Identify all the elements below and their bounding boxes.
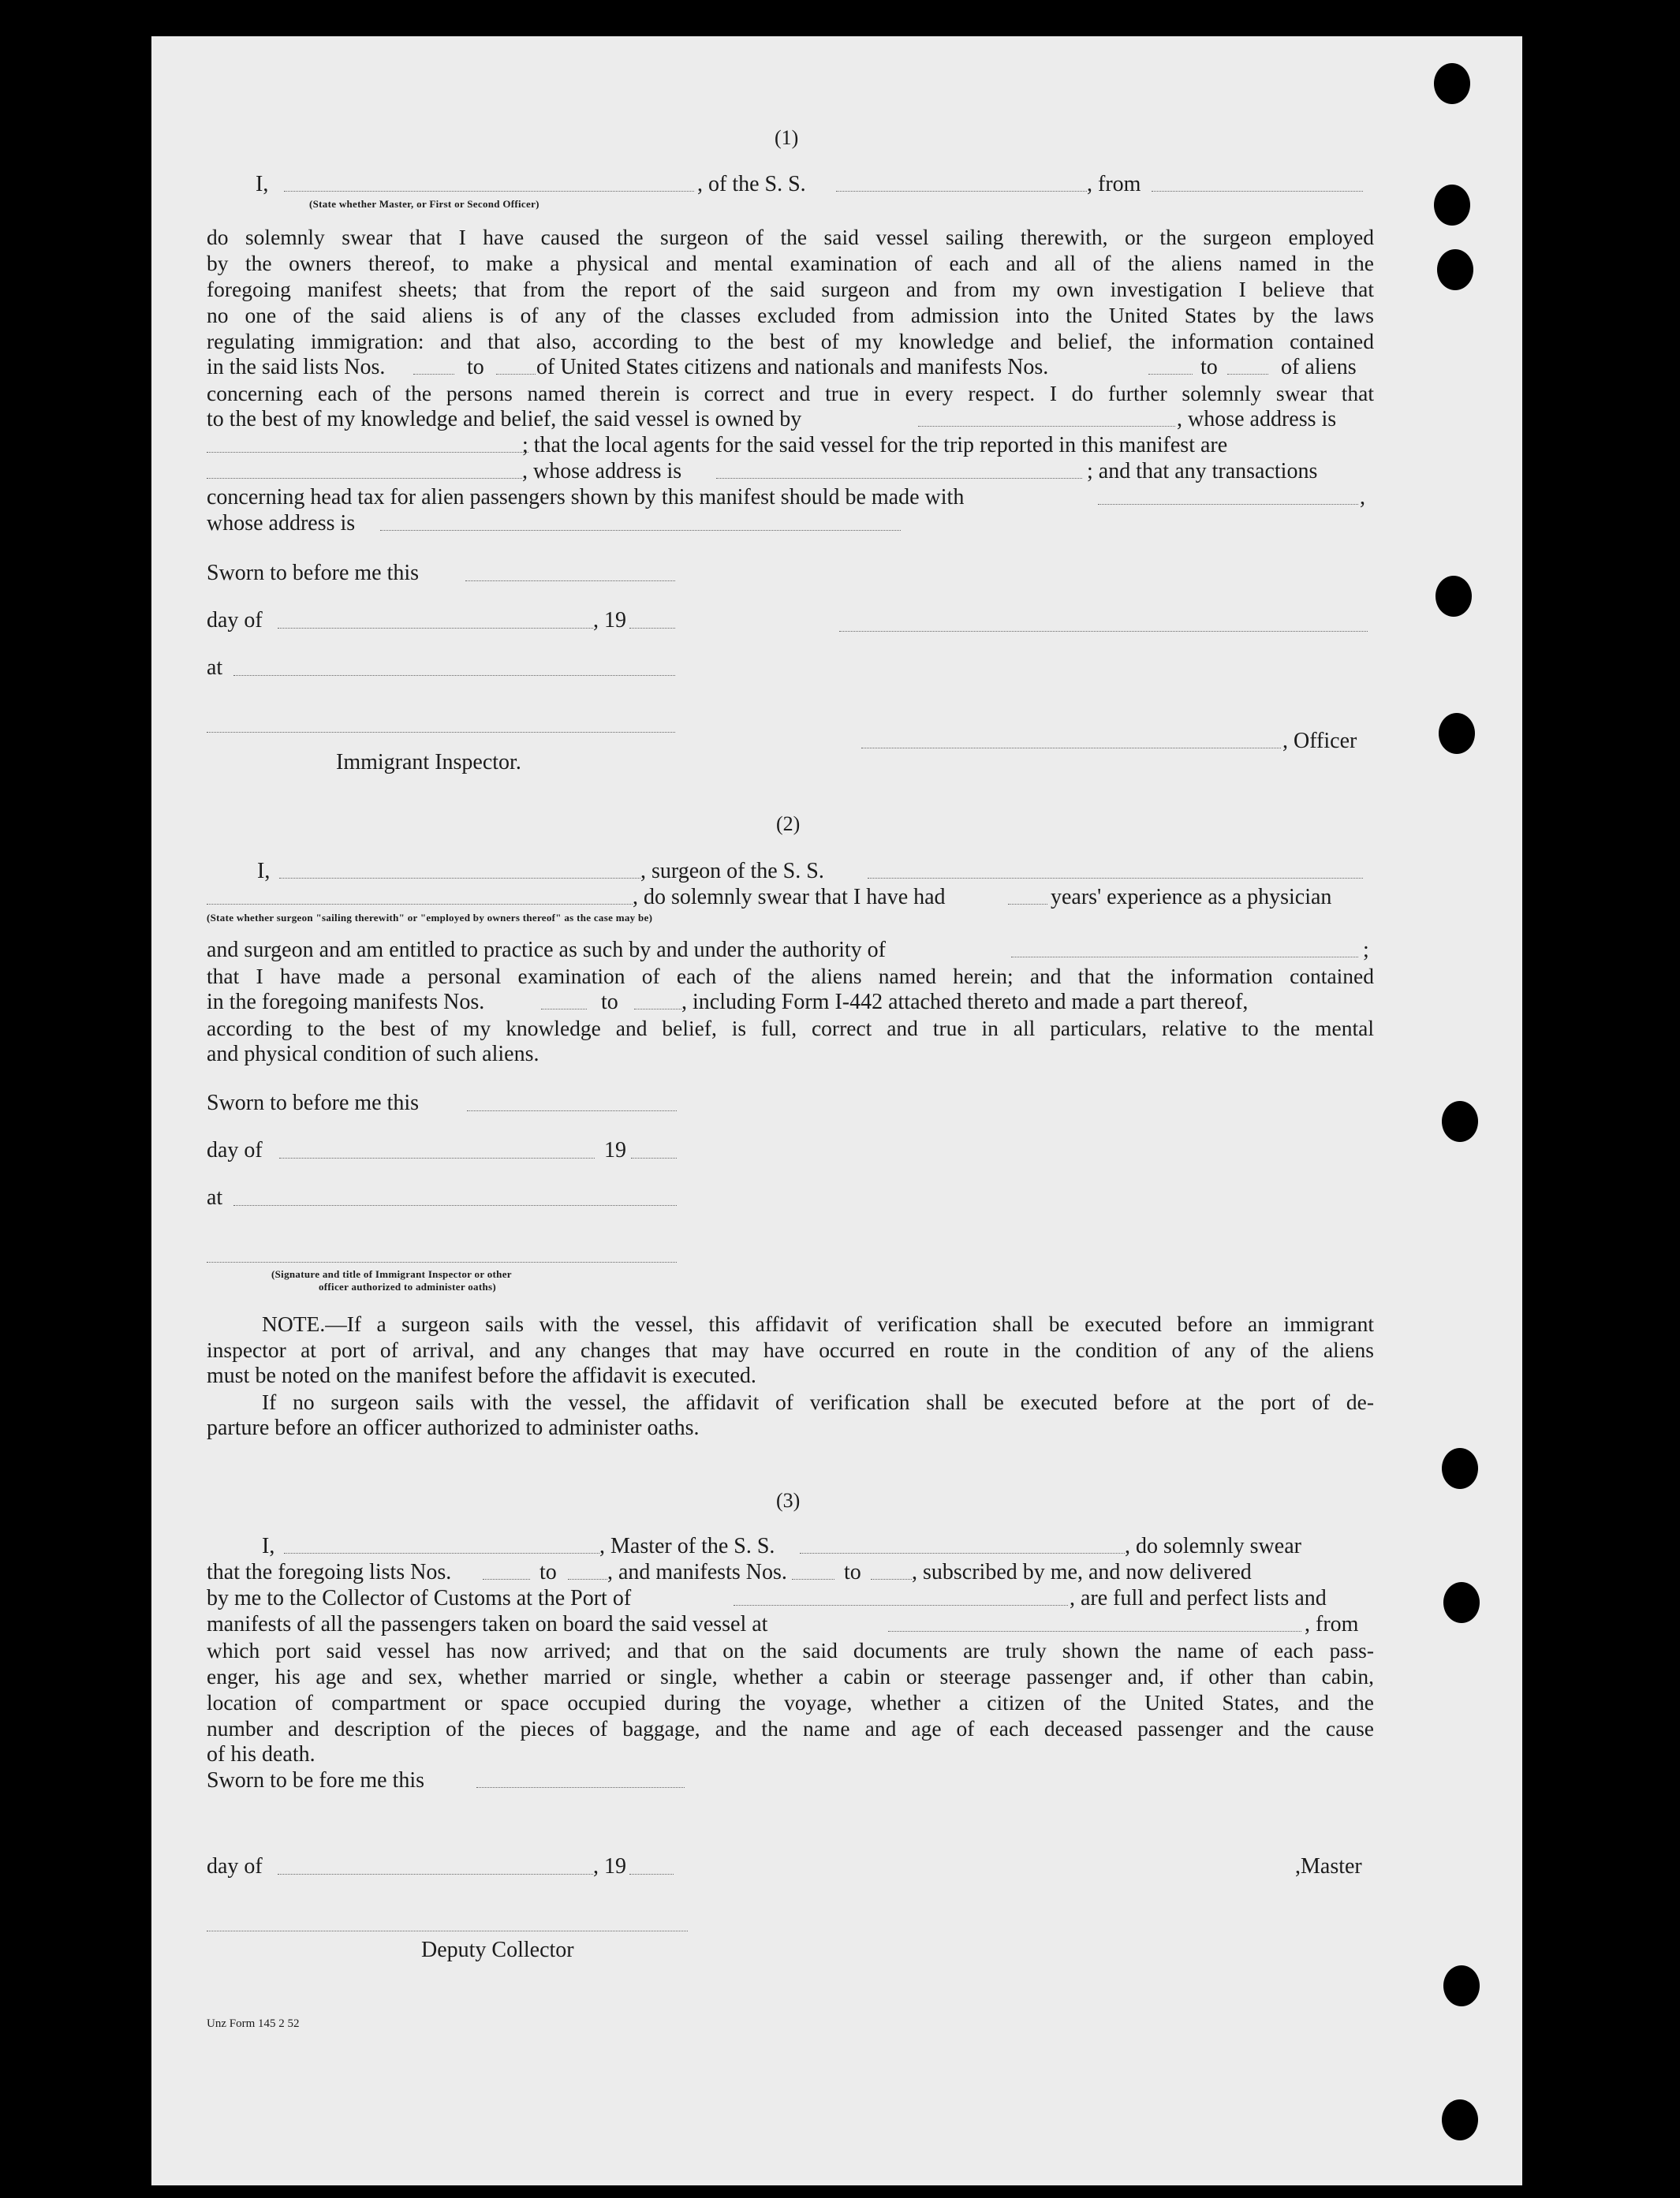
s3-master-label: , Master of the S. S. bbox=[599, 1534, 775, 1558]
s3-perfect-label: , are full and perfect lists and bbox=[1070, 1586, 1327, 1610]
s3-manifests-label: , and manifests Nos. bbox=[607, 1560, 787, 1584]
form-number: Unz Form 145 2 52 bbox=[207, 2017, 300, 2030]
s3-line: number and description of the pieces of baggage, and the name and age of each deceased passenger and the cause bbox=[207, 1716, 1374, 1741]
s1-year-line[interactable] bbox=[629, 628, 675, 629]
s1-agents-label: ; that the local agents for the said vessel for the trip reported in this manifest are bbox=[522, 433, 1228, 457]
s3-line: enger, his age and sex, whether married or single, whether a cabin or steerage passenger and, if other than cabin, bbox=[207, 1664, 1374, 1689]
s1-lists-label: in the said lists Nos. bbox=[207, 355, 386, 379]
surgeon-status-line[interactable] bbox=[207, 904, 633, 905]
document-page bbox=[151, 36, 1522, 2185]
s1-line: by the owners thereof, to make a physical and mental examination of each and all of the aliens named in the bbox=[207, 251, 1374, 275]
s3-year-line[interactable] bbox=[629, 1874, 674, 1875]
section-1-heading: (1) bbox=[775, 126, 799, 149]
s3-ship-line[interactable] bbox=[800, 1553, 1125, 1554]
boarding-port-line[interactable] bbox=[888, 1631, 1301, 1632]
s3-manifests-from-line[interactable] bbox=[792, 1579, 834, 1580]
s1-i-label: I, bbox=[256, 172, 269, 196]
s2-i-label: I, bbox=[257, 859, 271, 883]
s2-manifests-label: in the foregoing manifests Nos. bbox=[207, 990, 485, 1014]
s1-of-ss-label: , of the S. S. bbox=[697, 172, 806, 196]
binder-hole bbox=[1439, 713, 1475, 754]
s2-authority-label: and surgeon and am entitled to practice as such by and under the authority of bbox=[207, 938, 886, 962]
s3-lists-label: that the foregoing lists Nos. bbox=[207, 1560, 452, 1584]
s3-to-label: to bbox=[844, 1560, 861, 1584]
note-line: If no surgeon sails with the vessel, the affidavit of verification shall be executed before at the port of de- bbox=[262, 1390, 1374, 1414]
s2-semicolon: ; bbox=[1363, 938, 1369, 962]
port-line[interactable] bbox=[734, 1605, 1068, 1606]
surgeon-sub-caption: (State whether surgeon "sailing therewith" or "employed by owners thereof" as the case may be) bbox=[207, 912, 653, 924]
s2-year-line[interactable] bbox=[631, 1158, 677, 1159]
s1-to-label: to bbox=[467, 355, 484, 379]
agent-address-line[interactable] bbox=[716, 478, 1082, 479]
binder-hole bbox=[1434, 63, 1470, 104]
headtax-contact-line[interactable] bbox=[1098, 504, 1358, 505]
note-line: must be noted on the manifest before the affidavit is executed. bbox=[207, 1364, 756, 1388]
s3-manifests-to-line[interactable] bbox=[871, 1579, 912, 1580]
s1-to-label: to bbox=[1200, 355, 1218, 379]
manifests-to-line[interactable] bbox=[1227, 374, 1268, 375]
s1-line: no one of the said aliens is of any of the classes excluded from admission into the United States by the laws bbox=[207, 303, 1374, 327]
years-line[interactable] bbox=[1008, 904, 1047, 905]
s3-line: location of compartment or space occupied during the voyage, whether a citizen of the United States, and the bbox=[207, 1690, 1374, 1715]
s3-board-label: manifests of all the passengers taken on board the said vessel at bbox=[207, 1612, 768, 1636]
s2-to-label: to bbox=[601, 990, 618, 1014]
s1-whose-address-label: whose address is bbox=[207, 511, 356, 536]
s2-years-label: years' experience as a physician bbox=[1051, 885, 1332, 909]
deputy-collector-label: Deputy Collector bbox=[421, 1938, 574, 1962]
s1-agent-address-label: , whose address is bbox=[522, 459, 682, 483]
officer-label: , Officer bbox=[1282, 729, 1357, 753]
binder-hole bbox=[1434, 185, 1470, 226]
s2-sworn-day-line[interactable] bbox=[467, 1110, 677, 1111]
s1-comma: , bbox=[1360, 485, 1365, 509]
lists-to-line[interactable] bbox=[496, 374, 536, 375]
s2-ship-line[interactable] bbox=[868, 878, 1363, 879]
s2-experience-label: , do solemnly swear that I have had bbox=[633, 885, 946, 909]
s1-sworn-day-line[interactable] bbox=[465, 580, 675, 581]
from-port-line[interactable] bbox=[1152, 191, 1363, 192]
s1-place-line[interactable] bbox=[233, 675, 675, 676]
ship-name-line[interactable] bbox=[836, 191, 1087, 192]
officer-name-line[interactable] bbox=[284, 191, 694, 192]
note-line: NOTE.—If a surgeon sails with the vessel, this affidavit of verification shall be executed before an immigrant bbox=[262, 1312, 1374, 1336]
s2-year-label: 19 bbox=[604, 1138, 626, 1162]
s1-year-label: , 19 bbox=[593, 608, 626, 633]
s2-signature-line[interactable] bbox=[207, 1262, 677, 1263]
master-label: ,Master bbox=[1295, 1854, 1362, 1879]
s1-from-label: , from bbox=[1087, 172, 1141, 196]
binder-hole bbox=[1443, 1965, 1480, 2006]
s3-line: of his death. bbox=[207, 1742, 315, 1767]
note-line: inspector at port of arrival, and any changes that may have occurred en route in the condition of any of the aliens bbox=[207, 1338, 1374, 1362]
manifests-from-line[interactable] bbox=[1148, 374, 1193, 375]
s3-i-label: I, bbox=[262, 1534, 275, 1558]
s1-dayof-label: day of bbox=[207, 608, 263, 633]
s3-line: which port said vessel has now arrived; and that on the said documents are truly shown the name of each pass- bbox=[207, 1638, 1374, 1662]
binder-hole bbox=[1442, 1448, 1478, 1489]
binder-hole bbox=[1442, 2099, 1478, 2140]
s3-sworn-label: Sworn to be fore me this bbox=[207, 1768, 425, 1793]
binder-hole bbox=[1442, 1101, 1478, 1142]
s1-line: foregoing manifest sheets; that from the report of the said surgeon and from my own investigation I believe that bbox=[207, 277, 1374, 301]
s1-address-label: , whose address is bbox=[1177, 407, 1337, 431]
s2-form-label: , including Form I-442 attached thereto and made a part thereof, bbox=[681, 990, 1249, 1014]
master-name-line[interactable] bbox=[284, 1553, 599, 1554]
binder-hole bbox=[1437, 249, 1473, 290]
note-line: parture before an officer authorized to administer oaths. bbox=[207, 1416, 700, 1440]
owner-address-line[interactable] bbox=[207, 452, 528, 453]
s3-dayof-label: day of bbox=[207, 1854, 263, 1879]
immigrant-inspector-label: Immigrant Inspector. bbox=[336, 750, 521, 774]
binder-hole bbox=[1443, 1582, 1480, 1623]
s1-owned-label: to the best of my knowledge and belief, the said vessel is owned by bbox=[207, 407, 802, 431]
s3-month-line[interactable] bbox=[278, 1874, 593, 1875]
s2-at-label: at bbox=[207, 1185, 223, 1210]
s1-headtax-label: concerning head tax for alien passengers shown by this manifest should be made with bbox=[207, 485, 965, 509]
s1-manifests-label: of United States citizens and nationals and manifests Nos. bbox=[536, 355, 1049, 379]
section-2-heading: (2) bbox=[776, 812, 801, 835]
inspector-signature-line[interactable] bbox=[207, 732, 675, 733]
s1-month-line[interactable] bbox=[278, 628, 593, 629]
s2-line: and physical condition of such aliens. bbox=[207, 1042, 539, 1066]
s3-lists-to-line[interactable] bbox=[568, 1579, 607, 1580]
binder-hole bbox=[1435, 576, 1472, 617]
s1-at-label: at bbox=[207, 655, 223, 680]
headtax-address-line[interactable] bbox=[380, 530, 901, 531]
s1-line: regulating immigration: and that also, according to the best of my knowledge and belief, the information contained bbox=[207, 329, 1374, 353]
signature-caption-2: officer authorized to administer oaths) bbox=[319, 1281, 496, 1293]
lists-from-line[interactable] bbox=[413, 374, 454, 375]
s2-line: according to the best of my knowledge and belief, is full, correct and true in all particulars, relative to the mental bbox=[207, 1016, 1374, 1040]
agents-line[interactable] bbox=[207, 478, 522, 479]
s3-to-label: to bbox=[539, 1560, 557, 1584]
s1-line: concerning each of the persons named therein is correct and true in every respect. I do further solemnly swear that bbox=[207, 381, 1374, 405]
s2-surgeon-label: , surgeon of the S. S. bbox=[640, 859, 824, 883]
s2-sworn-label: Sworn to before me this bbox=[207, 1091, 420, 1115]
officer-sub-caption: (State whether Master, or First or Second Officer) bbox=[309, 198, 539, 210]
officer-signature-line[interactable] bbox=[839, 631, 1368, 632]
s3-port-label: by me to the Collector of Customs at the Port of bbox=[207, 1586, 632, 1610]
section-3-heading: (3) bbox=[776, 1489, 801, 1512]
s2-dayof-label: day of bbox=[207, 1138, 263, 1162]
s1-sworn-label: Sworn to before me this bbox=[207, 561, 420, 585]
s2-place-line[interactable] bbox=[233, 1205, 677, 1206]
s3-sworn-day-line[interactable] bbox=[476, 1787, 685, 1788]
s3-subscribed-label: , subscribed by me, and now delivered bbox=[912, 1560, 1252, 1584]
owner-line[interactable] bbox=[918, 426, 1175, 427]
surgeon-name-line[interactable] bbox=[279, 878, 640, 879]
s3-from-label: , from bbox=[1305, 1612, 1359, 1636]
signature-caption-1: (Signature and title of Immigrant Inspector or other bbox=[271, 1268, 512, 1280]
s3-lists-from-line[interactable] bbox=[483, 1579, 530, 1580]
s1-aliens-label: of aliens bbox=[1281, 355, 1357, 379]
s1-transactions-label: ; and that any transactions bbox=[1087, 459, 1318, 483]
s1-line: do solemnly swear that I have caused the surgeon of the said vessel sailing therewith, or the surgeon employed bbox=[207, 225, 1374, 249]
s3-swear-label: , do solemnly swear bbox=[1125, 1534, 1301, 1558]
s2-line: that I have made a personal examination of each of the aliens named herein; and that the information contained bbox=[207, 964, 1374, 988]
s3-year-label: , 19 bbox=[593, 1854, 626, 1879]
s2-month-line[interactable] bbox=[279, 1158, 595, 1159]
